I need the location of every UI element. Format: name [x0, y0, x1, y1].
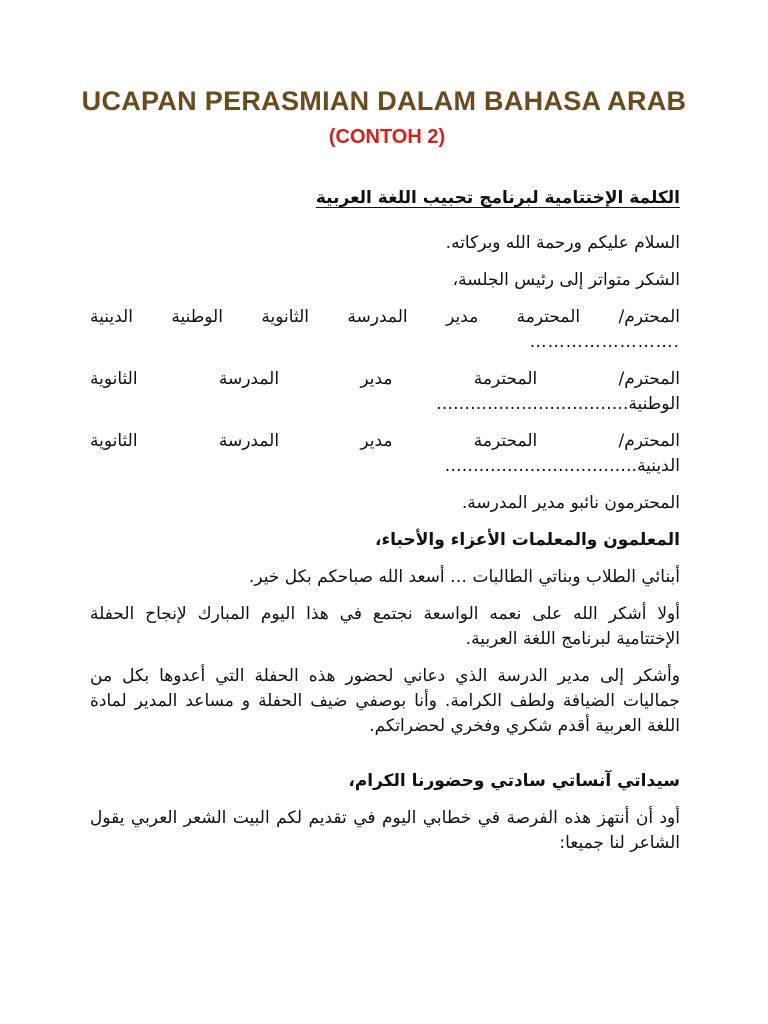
- speech-body: [90, 186, 680, 868]
- greeting-line: السلام عليكم ورحمة الله وبركاته.: [445, 233, 680, 253]
- honorific-line-2-cont: الوطنية: [628, 394, 680, 414]
- students-line: أبنائي الطلاب وبناتي الطالبات … أسعد الله صباحكم بكل خير.: [248, 567, 680, 587]
- honorific-line-2: المحترم/ المحترمة مدير المدرسة الثانوية: [90, 369, 680, 389]
- document-title: UCAPAN PERASMIAN DALAM BAHASA ARAB: [81, 86, 687, 116]
- honorific-block-3: [90, 429, 680, 479]
- deputies-line: المحترمون نائبو مدير المدرسة.: [461, 493, 680, 513]
- ladies-gentlemen-line: سيداتي آنساتي سادتي وحضورنا الكرام،: [348, 771, 680, 791]
- honorific-block-1: [90, 305, 680, 355]
- dots-line-3: …………………………….: [444, 456, 638, 476]
- honorific-line-3: المحترم/ المحترمة مدير المدرسة الثانوية: [90, 431, 680, 451]
- paragraph-thanks-god: أولا أشكر الله على نعمه الواسعة نجتمع في هذا اليوم المبارك لإنجاح الحفلة الإختتامية لبرنامج اللغة العربية.: [90, 604, 680, 649]
- paragraph-thanks-principal: وأشكر إلى مدير الدرسة الذي دعاني لحضور هذه الحفلة التي أعدوها بكل من جماليات الضيافة ولطف الكرامة. وأنا بوصفي ضيف الحفلة و مساعد المدير لمادة اللغة العربية أقدم شكري وفخري لحضراتكم.: [90, 666, 680, 736]
- honorific-block-2: [90, 367, 680, 417]
- speech-heading: الكلمة الإختتامية لبرنامج تحبيب اللغة العربية: [315, 188, 680, 208]
- dots-line-1: …………………….: [529, 332, 680, 352]
- honorific-line-3-cont: الدينية: [637, 456, 680, 476]
- paragraph-poem-intro: أود أن أنتهز هذه الفرصة في خطابي اليوم في تقديم لكم البيت الشعر العربي يقول الشاعر لنا جميعا:: [90, 808, 680, 853]
- document-subtitle: (CONTOH 2): [328, 126, 446, 148]
- dots-line-2: …………………………….: [436, 394, 629, 414]
- honorific-line-1: المحترم/ المحترمة مدير المدرسة الثانوية الوطنية الدينية: [90, 307, 680, 327]
- teachers-line: المعلمون والمعلمات الأعزاء والأحباء،: [374, 530, 680, 550]
- thanks-chair-line: الشكر متواتر إلى رئيس الجلسة،: [452, 270, 680, 290]
